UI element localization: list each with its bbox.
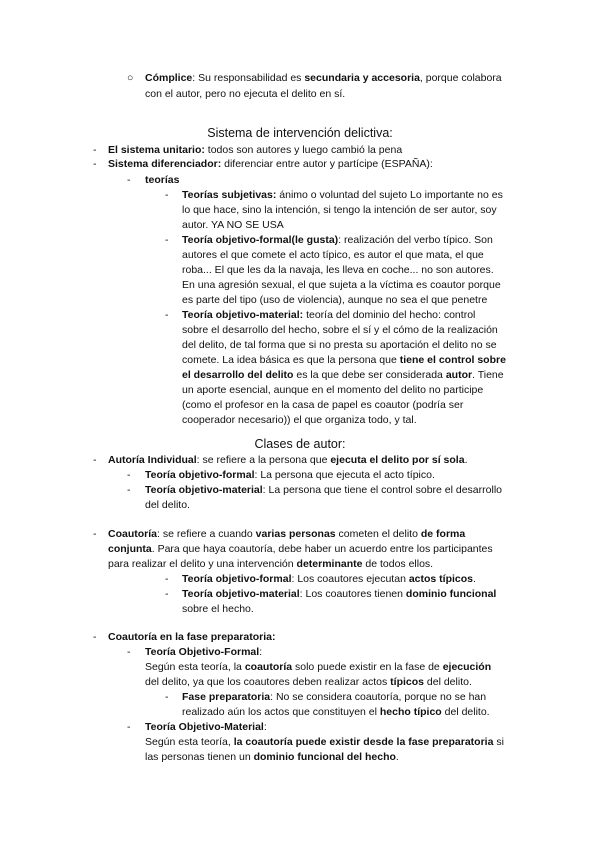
- heading-clases-de-autor: Clases de autor:: [254, 437, 346, 451]
- dash-bullet: -: [93, 144, 97, 156]
- preparatoria-formal-line-2: del delito, ya que los coautores deben realizar actos típicos del delito.: [145, 676, 472, 688]
- material-line-8: cooperador necesario)) el que organiza todo, y tal.: [182, 414, 417, 426]
- dash-bullet: -: [165, 309, 169, 321]
- sistema-diferenciador: Sistema diferenciador: diferenciar entre autor y partícipe (ESPAÑA):: [108, 158, 433, 170]
- dash-bullet: -: [165, 588, 169, 600]
- sistema-unitario: El sistema unitario: todos son autores y luego cambió la pena: [108, 144, 403, 156]
- formal-line-5: es parte del tipo (uso de violencia), aunque no sea el que penetre: [182, 294, 488, 306]
- coautoria-material-line-2: sobre el hecho.: [182, 603, 254, 615]
- individual-material-line-1: Teoría objetivo-material: La persona que tiene el control sobre el desarrollo: [145, 484, 502, 496]
- formal-line-4: En una agresión sexual, el que sujeta a la víctima es coautor porque: [182, 279, 501, 291]
- preparatoria-formal-head: Teoría Objetivo-Formal:: [145, 646, 263, 658]
- preparatoria-material-head: Teoría Objetivo-Material:: [145, 721, 267, 733]
- dash-bullet: -: [93, 454, 97, 466]
- preparatoria-formal-line-1: Según esta teoría, la coautoría solo puede existir en la fase de ejecución: [145, 661, 492, 673]
- material-line-7: (como el profesor en la casa de papel es coautor (podría ser: [182, 399, 464, 411]
- material-line-3: del delito, de tal forma que si no presta su aportación el delito no se: [182, 339, 497, 351]
- circle-bullet: ○: [127, 72, 134, 84]
- preparatoria-title: Coautoría en la fase preparatoria:: [108, 631, 276, 643]
- dash-bullet: -: [165, 234, 169, 246]
- individual-formal: Teoría objetivo-formal: La persona que ejecuta el acto típico.: [145, 469, 435, 481]
- preparatoria-material-line-1: Según esta teoría, la coautoría puede existir desde la fase preparatoria si: [145, 736, 504, 748]
- teorias-subjetivas-line-1: Teorías subjetivas: ánimo o voluntad del sujeto Lo importante no es: [182, 189, 503, 201]
- heading-sistema-intervencion: Sistema de intervención delictiva:: [207, 126, 393, 140]
- preparatoria-material-line-2: las personas tienen un dominio funcional del hecho.: [145, 751, 399, 763]
- formal-line-3: roba... El que les da la navaja, les lleva en coche... no son autores.: [182, 264, 494, 276]
- formal-line-1: Teoría objetivo-formal(le gusta): realización del verbo típico. Son: [182, 234, 493, 246]
- material-line-4: comete. La idea básica es que la persona que tiene el control sobre: [182, 354, 506, 366]
- dash-bullet: -: [93, 631, 97, 643]
- dash-bullet: -: [165, 189, 169, 201]
- dash-bullet: -: [127, 174, 131, 186]
- individual-material-line-2: del delito.: [145, 499, 190, 511]
- formal-line-2: autores el que comete el acto típico, es autor el que mata, el que: [182, 249, 484, 261]
- complice-line-2: con el autor, pero no ejecuta el delito en sí.: [145, 88, 346, 100]
- dash-bullet: -: [127, 484, 131, 496]
- coautoria-line-2: conjunta. Para que haya coautoría, debe haber un acuerdo entre los participantes: [108, 543, 493, 555]
- material-line-6: un aporte esencial, aunque en el momento del delito no participe: [182, 384, 484, 396]
- complice-line-1: Cómplice: Su responsabilidad es secundaria y accesoria, porque colabora: [145, 72, 502, 84]
- dash-bullet: -: [165, 691, 169, 703]
- material-line-1: Teoría objetivo-material: teoría del dominio del hecho: control: [182, 309, 476, 321]
- teorias-label: teorías: [145, 174, 180, 186]
- teorias-subjetivas-line-2: lo que hace, sino la intención, si tengo la intención de ser autor, soy: [182, 204, 497, 216]
- dash-bullet: -: [127, 469, 131, 481]
- coautoria-line-1: Coautoría: se refiere a cuando varias personas cometen el delito de forma: [108, 528, 466, 540]
- fase-preparatoria-line-1: Fase preparatoria: No se considera coautoría, porque no se han: [182, 691, 487, 703]
- coautoria-material-line-1: Teoría objetivo-material: Los coautores tienen dominio funcional: [182, 588, 497, 600]
- dash-bullet: -: [127, 721, 131, 733]
- autoria-individual: Autoría Individual: se refiere a la persona que ejecuta el delito por sí sola.: [108, 454, 468, 466]
- coautoria-formal: Teoría objetivo-formal: Los coautores ejecutan actos típicos.: [182, 573, 476, 585]
- coautoria-line-3: para realizar el delito y una intervención determinante de todos ellos.: [108, 558, 434, 570]
- dash-bullet: -: [93, 158, 97, 170]
- dash-bullet: -: [93, 528, 97, 540]
- dash-bullet: -: [127, 646, 131, 658]
- material-line-2: sobre el desarrollo del hecho, sobre el sí y el cómo de la realización: [182, 324, 498, 336]
- teorias-subjetivas-line-3: autor. YA NO SE USA: [182, 219, 284, 231]
- dash-bullet: -: [165, 573, 169, 585]
- material-line-5: el desarrollo del delito es la que debe ser considerada autor. Tiene: [182, 369, 504, 381]
- fase-preparatoria-line-2: realizado aún los actos que constituyen el hecho típico del delito.: [182, 706, 490, 718]
